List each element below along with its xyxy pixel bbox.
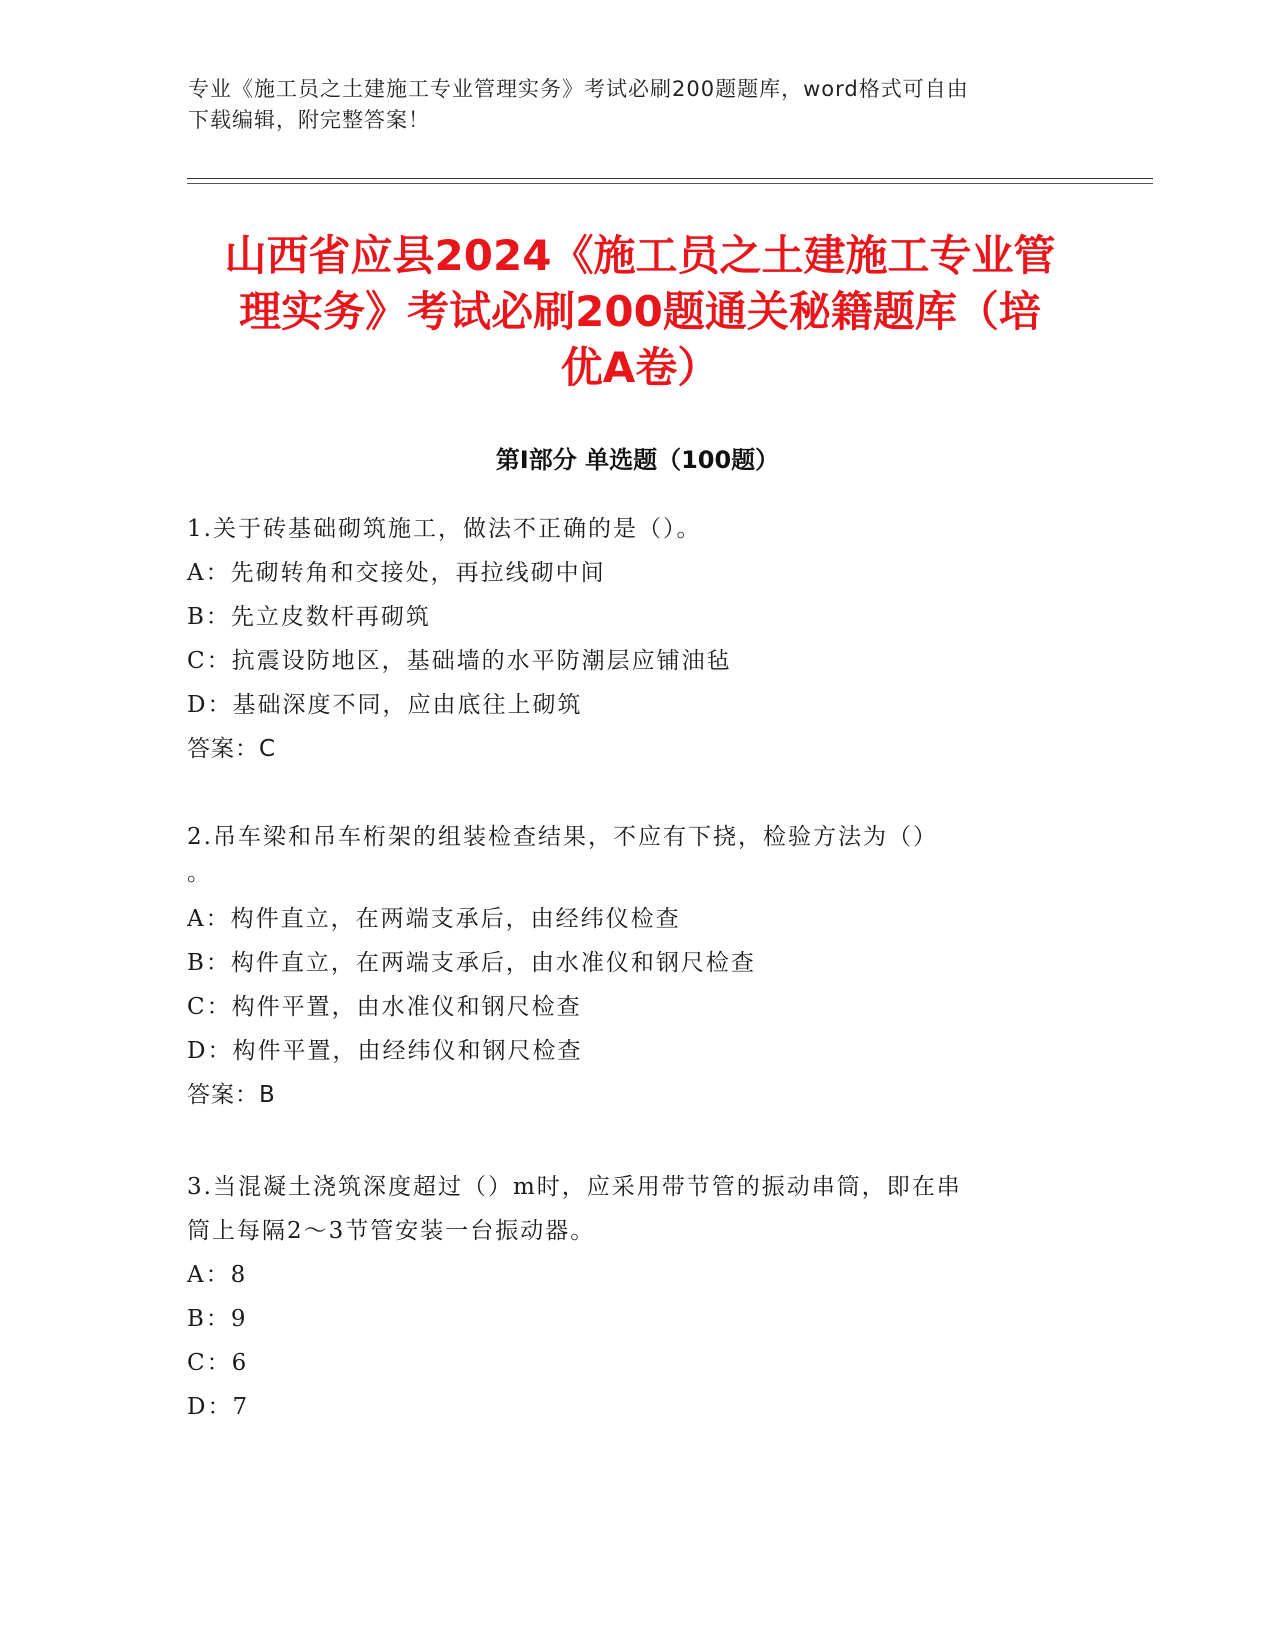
- header-note: [188, 74, 1088, 136]
- title-line-1: 山西省应县2024《施工员之土建施工专业管: [224, 231, 1056, 280]
- question-1-option-c: C：抗震设防地区，基础墙的水平防潮层应铺油毡: [187, 648, 732, 674]
- header-note-line-2: 下载编辑，附完整答案！: [188, 108, 430, 132]
- section-heading: 第I部分 单选题（100题）: [495, 446, 780, 474]
- question-1-option-b: B：先立皮数杆再砌筑: [187, 604, 431, 630]
- question-1-stem: 1.关于砖基础砌筑施工，做法不正确的是（）。: [187, 516, 702, 542]
- header-divider-thick: [187, 178, 1153, 179]
- question-3-option-b: B：9: [187, 1306, 248, 1332]
- header-divider-thin: [187, 183, 1153, 184]
- question-2-answer: 答案：B: [187, 1082, 276, 1108]
- question-2-stem-line-2: 。: [187, 860, 212, 886]
- question-3-option-a: A：8: [187, 1262, 248, 1288]
- question-3-stem-line-2: 筒上每隔2～3节管安装一台振动器。: [187, 1218, 596, 1244]
- question-2-stem-line-1: 2.吊车梁和吊车桁架的组装检查结果，不应有下挠，检验方法为（）: [187, 824, 938, 850]
- question-2-option-a: A：构件直立，在两端支承后，由经纬仪检查: [187, 906, 681, 932]
- question-1-option-a: A：先砌转角和交接处，再拉线砌中间: [187, 560, 606, 586]
- question-1-option-d: D：基础深度不同，应由底往上砌筑: [187, 692, 583, 718]
- title-line-3: 优A卷）: [560, 343, 720, 392]
- question-3-stem-line-1: 3.当混凝土浇筑深度超过（）m时，应采用带节管的振动串筒，即在串: [187, 1174, 962, 1200]
- header-note-line-1: 专业《施工员之土建施工专业管理实务》考试必刷200题题库，word格式可自由: [188, 77, 969, 101]
- document-title: [180, 228, 1100, 396]
- question-2-option-b: B：构件直立，在两端支承后，由水准仪和钢尺检查: [187, 950, 756, 976]
- question-3-option-d: D：7: [187, 1394, 250, 1420]
- question-1-answer: 答案：C: [187, 736, 277, 762]
- question-2-option-d: D：构件平置，由经纬仪和钢尺检查: [187, 1038, 583, 1064]
- question-3-option-c: C：6: [187, 1350, 249, 1376]
- title-line-2: 理实务》考试必刷200题通关秘籍题库（培: [239, 287, 1041, 336]
- question-2-option-c: C：构件平置，由水准仪和钢尺检查: [187, 994, 582, 1020]
